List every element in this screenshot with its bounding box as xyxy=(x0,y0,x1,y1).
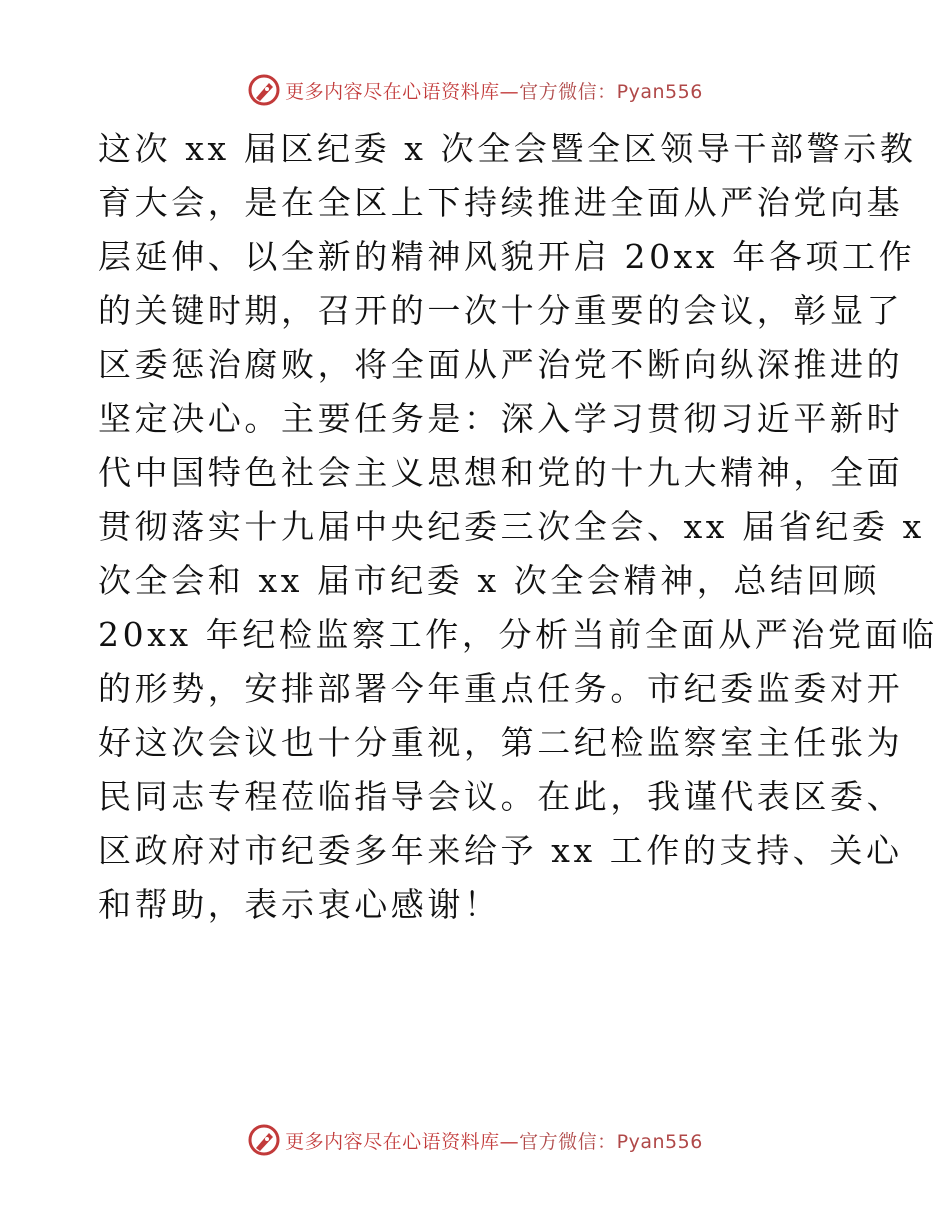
paragraph-line: 和帮助，表示衷心感谢！ xyxy=(98,885,501,924)
paragraph-line: 这次 xx 届区纪委 x 次全会暨全区领导干部警示教 xyxy=(98,129,917,168)
watermark-dash: — xyxy=(499,80,520,103)
paragraph-line: 坚定决心。主要任务是：深入学习贯彻习近平新时 xyxy=(98,399,904,438)
paragraph-line: 好这次会议也十分重视，第二纪检监察室主任张为 xyxy=(98,723,904,762)
watermark-dash: — xyxy=(499,1130,520,1153)
watermark-main: 更多内容尽在心语资料库 xyxy=(285,80,500,103)
paragraph-line: 20xx 年纪检监察工作，分析当前全面从严治党面临 xyxy=(98,615,938,654)
paragraph-line: 次全会和 xx 届市纪委 x 次全会精神，总结回顾 xyxy=(98,561,880,600)
watermark-wechat: 官方微信：Pyan556 xyxy=(519,80,703,103)
pen-nib-logo-icon xyxy=(247,73,281,107)
paragraph-line: 贯彻落实十九届中央纪委三次全会、xx 届省纪委 x xyxy=(98,507,925,546)
header-watermark xyxy=(0,70,950,110)
paragraph-line: 代中国特色社会主义思想和党的十九大精神，全面 xyxy=(98,453,904,492)
paragraph-line: 的形势，安排部署今年重点任务。市纪委监委对开 xyxy=(98,669,904,708)
watermark-wechat: 官方微信：Pyan556 xyxy=(519,1130,703,1153)
paragraph-line: 层延伸、以全新的精神风貌开启 20xx 年各项工作 xyxy=(98,237,916,276)
paragraph-line: 区委惩治腐败，将全面从严治党不断向纵深推进的 xyxy=(98,345,904,384)
document-body xyxy=(98,122,938,932)
footer-watermark xyxy=(0,1120,950,1160)
paragraph-line: 育大会，是在全区上下持续推进全面从严治党向基 xyxy=(98,183,904,222)
paragraph-line: 的关键时期，召开的一次十分重要的会议，彰显了 xyxy=(98,291,904,330)
watermark-main: 更多内容尽在心语资料库 xyxy=(285,1130,500,1153)
paragraph-line: 民同志专程莅临指导会议。在此，我谨代表区委、 xyxy=(98,777,904,816)
paragraph-line: 区政府对市纪委多年来给予 xx 工作的支持、关心 xyxy=(98,831,903,870)
watermark-text xyxy=(285,77,703,104)
pen-nib-logo-icon xyxy=(247,1123,281,1157)
watermark-text xyxy=(285,1127,703,1154)
